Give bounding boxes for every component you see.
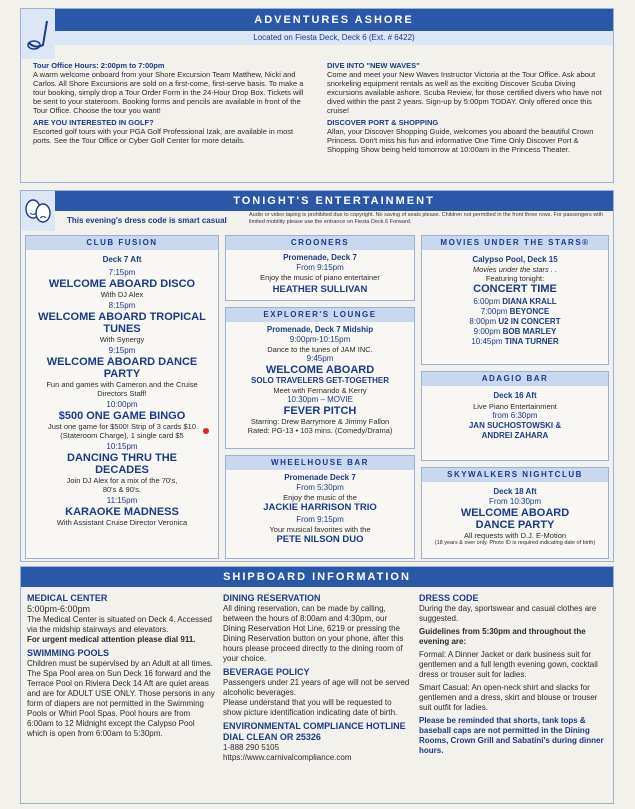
beverage-heading: BEVERAGE POLICY (223, 667, 310, 677)
explorers-title2: WELCOME ABOARD (265, 364, 375, 376)
wheelhouse-deck: Promenade Deck 7 (284, 473, 356, 482)
cf-event-desc: Fun and games with Cameron and the Cruise Directors Staff! (46, 380, 198, 398)
red-dot-marker (203, 428, 209, 434)
crooners-desc: Enjoy the music of piano entertainer (260, 273, 380, 282)
medical-text: The Medical Center is situated on Deck 4. Accessed via the midship stairways and elevators. (27, 615, 212, 634)
golf-heading: ARE YOU INTERESTED IN GOLF? (33, 118, 154, 127)
explorers-sub2: SOLO TRAVELERS GET-TOGETHER (251, 376, 389, 385)
explorers-time1: 9:00pm-10:15pm (289, 335, 351, 344)
wheelhouse-desc1: Enjoy the music of the (283, 493, 357, 502)
tour-text: A warm welcome onboard from your Shore Excursion Team Matthew, Nicki and Carlos. All Shore Excursions are sold on a first-come, first-serve basis. To make a tour booking, simply drop a Tour Order Form in the 24-Hour Drop Box. Tickets will be sent to your stateroom. Booking forms and pencils are available in front of the Tour Office. Choose the tour you want! (33, 70, 304, 115)
dive-heading: DIVE INTO "NEW WAVES" (327, 61, 420, 70)
env-phone: 1-888 290 5105 (223, 743, 280, 752)
dress-heading: DRESS CODE (419, 593, 479, 603)
crooners-time: From 9:15pm (296, 263, 344, 272)
cf-event-time: 9:15pm (108, 346, 136, 355)
cf-event-desc: Just one game for $500! Strip of 3 cards $10 (Stateroom Charge), 1 single card $5 (47, 422, 196, 440)
movies-heading: MOVIES UNDER THE STARS® (422, 236, 608, 250)
movie-show-time: 9:00pm (473, 327, 501, 336)
adagio-desc: Live Piano Entertainment (473, 402, 557, 411)
movie-show-time: 10:45pm (471, 337, 503, 346)
masks-icon-box (21, 191, 55, 231)
pools-text: Children must be supervised by an Adult at all times. The Spa Pool area on Sun Deck 16 forward and the Terrace Pool on Riviera Deck 14 Aft are quiet areas and are for ADULT USE ONLY. Those persons in any form of diapers are not permitted in the Swimming Pools or Whirl Pool Spas. Pool hours are from 6:00am to 12 Midnight except the Calypso Pool which is open from 6:00am to 5:30pm. (27, 659, 215, 738)
dress-code-line: This evening's dress code is smart casual (67, 216, 227, 225)
crooners-heading: CROONERS (226, 236, 414, 250)
explorers-time3: 10:30pm – MOVIE (287, 395, 353, 404)
crooners-performer: HEATHER SULLIVAN (272, 284, 368, 295)
wheelhouse-desc2: Your musical favorites with the (269, 525, 371, 534)
wheelhouse-heading: WHEELHOUSE BAR (226, 456, 414, 470)
dress-reminder: Please be reminded that shorts, tank tops & baseball caps are not permitted in the Dining Rooms, Crown Grill and Sabatini's during dinner hours. (419, 716, 604, 755)
movie-show (422, 297, 608, 307)
movie-show (422, 337, 608, 347)
entertainment-title: TONIGHT'S ENTERTAINMENT (55, 191, 613, 211)
cf-event-time: 10:15pm (106, 442, 138, 451)
movies-intro: Movies under the stars . . (472, 265, 558, 274)
dress-formal: Formal: A Dinner Jacket or dark business suit for gentlemen and a full length evening gown, cocktail dress or trouser suit for ladies. (419, 650, 598, 679)
cf-event-title: DANCING THRU THE DECADES (67, 452, 177, 476)
env-heading: ENVIRONMENTAL COMPLIANCE HOTLINE DIAL CLEAN OR 25326 (223, 721, 406, 742)
adventures-icon-box (21, 9, 55, 59)
skywalkers-deck: Deck 18 Aft (493, 487, 537, 496)
crooners-deck: Promenade, Deck 7 (283, 253, 357, 262)
movie-show-act: BEYONCE (509, 307, 550, 316)
shipboard-title: SHIPBOARD INFORMATION (21, 567, 613, 587)
explorers-box (225, 307, 415, 449)
explorers-title3: FEVER PITCH (283, 405, 357, 417)
wheelhouse-perf2: PETE NILSON DUO (276, 534, 364, 545)
cf-event-time: 7:15pm (108, 268, 136, 277)
cf-event-time: 10:00pm (106, 400, 138, 409)
skywalkers-desc: All requests with D.J. E-Motion (463, 531, 567, 540)
beverage-text2: Please understand that you will be requested to show picture identification indicating date of birth. (223, 698, 398, 717)
movie-show (422, 307, 608, 317)
adagio-time: from 6:30pm (492, 411, 538, 420)
wheelhouse-box (225, 455, 415, 559)
shipboard-section (20, 566, 614, 804)
adagio-box (421, 371, 609, 461)
explorers-desc3: Starring: Drew Barrymore & Jimmy Fallon (250, 417, 390, 426)
movie-show-time: 6:00pm (473, 297, 501, 306)
adventures-title: ADVENTURES ASHORE (55, 9, 613, 31)
movies-title: CONCERT TIME (473, 283, 557, 295)
movie-show-act: U2 IN CONCERT (498, 317, 561, 326)
wheelhouse-time1: From 5:30pm (296, 483, 344, 492)
skywalkers-title: WELCOME ABOARD DANCE PARTY (460, 507, 570, 531)
env-url[interactable]: https://www.carnivalcompliance.com (223, 753, 352, 762)
cf-event-desc: Join DJ Alex for a mix of the 70's, 80's & 90's. (66, 476, 178, 494)
explorers-deck: Promenade, Deck 7 Midship (266, 325, 374, 334)
snorkel-icon (21, 9, 55, 59)
cf-event-desc: With Assistant Cruise Director Veronica (56, 518, 188, 527)
medical-heading: MEDICAL CENTER (27, 593, 108, 603)
crooners-box (225, 235, 415, 301)
skywalkers-box (421, 467, 609, 559)
movie-show (422, 317, 608, 327)
cf-event-desc: With DJ Alex (100, 290, 144, 299)
disclaimer: Audio or video taping is prohibited due to copyright. No saving of seats please. Children not permitted in the front three rows. For passengers with limited mobility please use the entrance on Fiesta Deck 6 Forward. (249, 212, 604, 225)
cf-event-time: 8:15pm (108, 301, 136, 310)
golf-text: Escorted golf tours with your PGA Golf Professional Izak, are available in most ports. See the Tour Office or Cyber Golf Center for more details. (33, 127, 294, 145)
entertainment-section (20, 190, 614, 562)
movie-show-act: BOB MARLEY (502, 327, 557, 336)
movie-show-act: TINA TURNER (504, 337, 559, 346)
explorers-desc2: Meet with Fernando & Kerry (273, 386, 367, 395)
cf-event-title: WELCOME ABOARD DANCE PARTY (46, 356, 198, 380)
movie-show-time: 8:00pm (469, 317, 497, 326)
medical-hours: 5:00pm-6:00pm (27, 604, 91, 614)
medical-urgent: For urgent medical attention please dial 911. (27, 635, 196, 644)
beverage-text1: Passengers under 21 years of age will not be served alcoholic beverages. (223, 678, 410, 697)
movies-deck: Calypso Pool, Deck 15 (472, 255, 558, 264)
explorers-time2: 9:45pm (306, 354, 334, 363)
cf-event-title: KARAOKE MADNESS (65, 506, 179, 518)
movie-show-time: 7:00pm (480, 307, 508, 316)
theater-masks-icon (21, 191, 55, 231)
cf-event-title: WELCOME ABOARD TROPICAL TUNES (38, 311, 206, 335)
explorers-rated: Rated: PG-13 • 103 mins. (Comedy/Drama) (247, 426, 393, 435)
movies-featuring: Featuring tonight: (485, 274, 545, 283)
tour-hours: Tour Office Hours: 2:00pm to 7:00pm (33, 61, 165, 70)
wheelhouse-perf1: JACKIE HARRISON TRIO (263, 502, 377, 513)
wheelhouse-time2: From 9:15pm (296, 515, 344, 524)
port-heading: DISCOVER PORT & SHOPPING (327, 118, 439, 127)
dress-guidelines: Guidelines from 5:30pm and throughout the evening are: (419, 627, 586, 646)
adventures-section (20, 8, 614, 183)
adagio-heading: ADAGIO BAR (422, 372, 608, 386)
adagio-performers: JAN SUCHOSTOWSKI & ANDREI ZAHARA (468, 421, 562, 440)
club-fusion-box (25, 235, 219, 559)
club-fusion-deck: Deck 7 Aft (102, 255, 142, 264)
explorers-desc1: Dance to the tunes of JAM INC. (267, 345, 373, 354)
pools-heading: SWIMMING POOLS (27, 648, 109, 658)
cf-event-time: 11:15pm (106, 496, 138, 505)
movies-box (421, 235, 609, 365)
cf-event-desc: With Synergy (99, 335, 145, 344)
port-text: Allan, your Discover Shopping Guide, welcomes you aboard the beautiful Crown Princess. Don't miss his fun and informative One Time Only Discover Port & Shopping Show being held tomorrow at 10:00am in the Princess Theater. (327, 127, 594, 154)
adagio-deck: Deck 16 Aft (493, 391, 537, 400)
dress-smart: Smart Casual: An open-neck shirt and slacks for gentlemen and a dress, skirt and blouse or trouser suit outfit for ladies. (419, 683, 598, 712)
adventures-located: Located on Fiesta Deck, Deck 6 (Ext. # 6422) (55, 31, 613, 45)
dive-text: Come and meet your New Waves Instructor Victoria at the Tour Office. Ask about snorkeling equipment rentals as well as the exciting Discover Scuba Diving excursions available ashore. Scuba Review, for those certified divers who have not dived within the past 2 years. Sign-up by 5:00pm TODAY. Only offered once this cruise! (327, 70, 602, 115)
explorers-heading: EXPLORER'S LOUNGE (226, 308, 414, 322)
dress-text: During the day, sportswear and casual clothes are suggested. (419, 604, 597, 623)
club-fusion-heading: CLUB FUSION (26, 236, 218, 250)
cf-event-title: $500 ONE GAME BINGO (58, 410, 186, 422)
cf-event-title: WELCOME ABOARD DISCO (48, 278, 196, 290)
dining-heading: DINING RESERVATION (223, 593, 321, 603)
skywalkers-time: From 10:30pm (488, 497, 542, 506)
skywalkers-heading: SKYWALKERS NIGHTCLUB (422, 468, 608, 482)
skywalkers-note: (18 years & over only. Photo ID is required indicating date of birth) (434, 540, 596, 546)
movie-show-act: DIANA KRALL (502, 297, 557, 306)
movie-show (422, 327, 608, 337)
dining-text: All dining reservation, can be made by calling, between the hours of 8:00am and 4:30pm, our Dining Reservation Hot Line, 6219 or pressing the Dining Reservation button on your phone, after this hours please proceed directly to the dining room of your choice. (223, 604, 404, 663)
